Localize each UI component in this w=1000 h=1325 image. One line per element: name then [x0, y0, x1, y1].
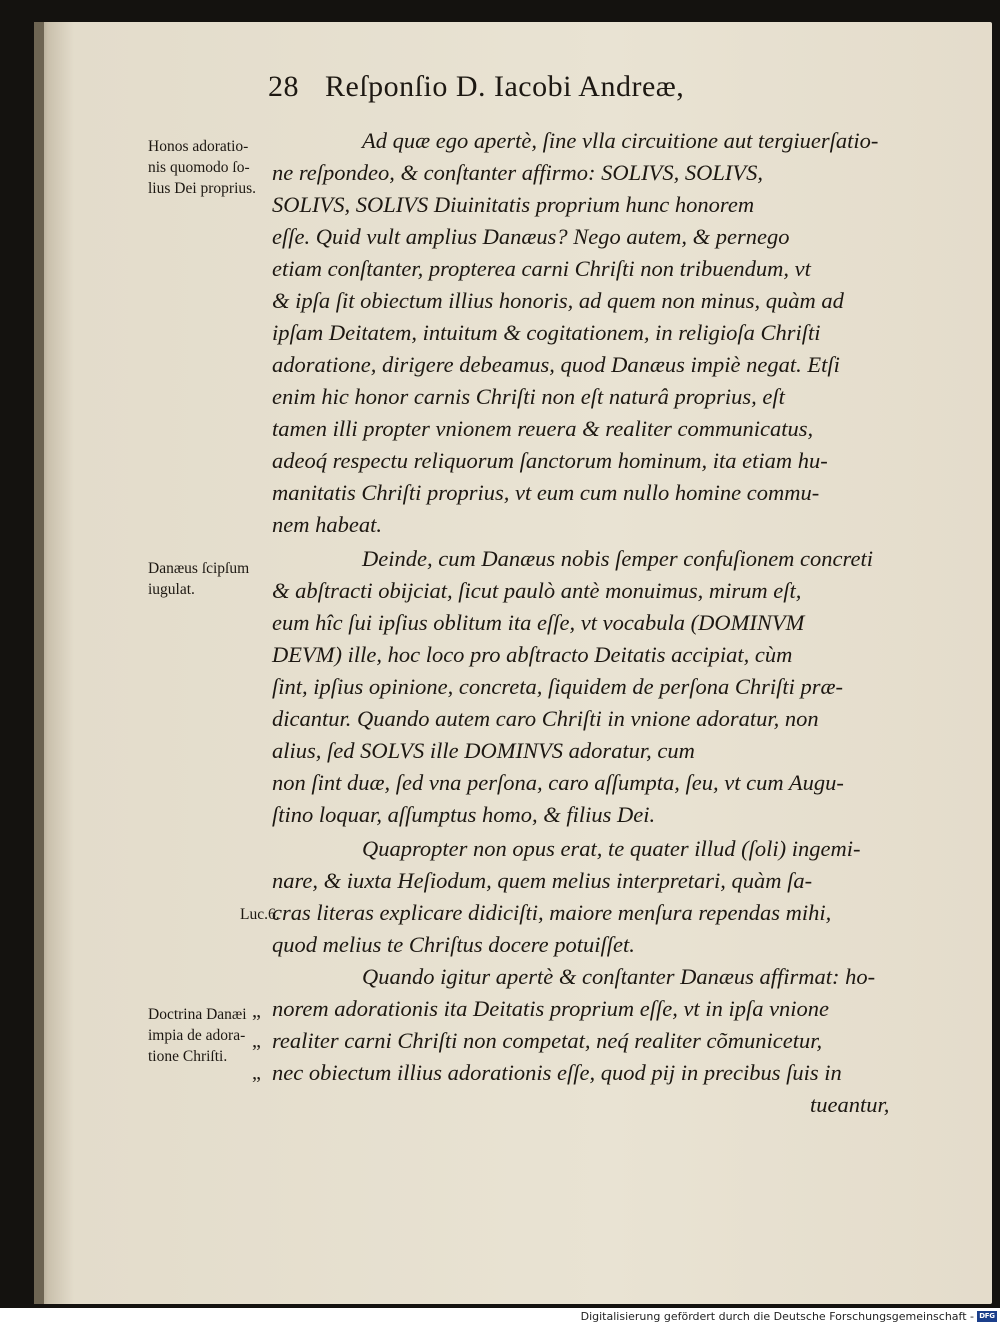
body-line: nec obiectum illius adorationis eſſe, quod pij in precibus ſuis in [272, 1060, 842, 1085]
body-line: realiter carni Chriſti non competat, neq́ realiter cõmunicetur, [272, 1028, 823, 1053]
dfg-logo-icon: DFG [977, 1311, 997, 1322]
page-number: 28 [268, 70, 299, 103]
body-line: eum hîc ſui ipſius oblitum ita eſſe, vt vocabula (DOMINVM [272, 610, 805, 635]
margin-note-line: nis quomodo ſo- [148, 159, 250, 176]
body-line: nare, & iuxta Heſiodum, quem melius interpretari, quàm ſa- [272, 868, 813, 893]
margin-note-honos [148, 136, 256, 199]
body-line: norem adorationis ita Deitatis proprium eſſe, vt in ipſa vnione [272, 996, 830, 1021]
quote-mark: „ [252, 1000, 261, 1022]
footer-credit: Digitalisierung gefördert durch die Deutsche Forschungsgemeinschaft - [580, 1310, 974, 1323]
body-line: etiam conſtanter, propterea carni Chriſti non tribuendum, vt [272, 256, 811, 281]
body-line: ſint, ipſius opinione, concreta, ſiquidem de perſona Chriſti præ- [272, 674, 844, 699]
margin-note-line: lius Dei proprius. [148, 180, 257, 197]
margin-note-line: Doctrina Danæi [148, 1006, 247, 1023]
quote-mark: „ [252, 1030, 261, 1052]
margin-note-danaeus [148, 558, 249, 600]
body-line: non ſint duæ, ſed vna perſona, caro aſſumpta, ſeu, vt cum Augu- [272, 770, 844, 795]
body-line: adeoq́ respectu reliquorum ſanctorum hominum, ita etiam hu- [272, 448, 828, 473]
catchword: tueantur, [810, 1092, 890, 1117]
body-line: ne reſpondeo, & conſtanter affirmo: SOLIVS, SOLIVS, [272, 160, 763, 185]
body-line: dicantur. Quando autem caro Chriſti in vnione adoratur, non [272, 706, 819, 731]
margin-note-line: tione Chriſti. [148, 1048, 228, 1065]
running-head-title: Reſponſio D. Iacobi Andreæ, [325, 70, 685, 103]
body-line: tamen illi propter vnionem reuera & realiter communicatus, [272, 416, 814, 441]
body-line: ipſam Deitatem, intuitum & cogitationem, in religioſa Chriſti [272, 320, 821, 345]
body-line: ſtino loquar, aſſumptus homo, & filius Dei. [272, 802, 656, 827]
body-line: & ipſa ſit obiectum illius honoris, ad quem non minus, quàm ad [272, 288, 844, 313]
body-line: cras literas explicare didiciſti, maiore menſura rependas mihi, [272, 900, 832, 925]
body-line: Ad quæ ego apertè, ſine vlla circuitione aut tergiuerſatio- [362, 128, 879, 153]
body-line: Quando igitur apertè & conſtanter Danæus affirmat: ho- [362, 964, 876, 989]
margin-note-line: iugulat. [148, 581, 195, 598]
footer-bar [0, 1308, 1000, 1325]
margin-note-doctrina [148, 1004, 247, 1067]
body-line: SOLIVS, SOLIVS Diuinitatis proprium hunc honorem [272, 192, 755, 217]
body-line: quod melius te Chriſtus docere potuiſſet. [272, 932, 635, 957]
body-line: manitatis Chriſti proprius, vt eum cum nullo homine commu- [272, 480, 820, 505]
body-line: & abſtracti obijciat, ſicut paulò antè monuimus, mirum eſt, [272, 578, 802, 603]
quote-mark: „ [252, 1062, 261, 1084]
body-line: eſſe. Quid vult amplius Danæus? Nego autem, & pernego [272, 224, 790, 249]
body-line: Quapropter non opus erat, te quater illud (ſoli) ingemi- [362, 836, 861, 861]
margin-note-line: Luc.6. [240, 906, 280, 923]
body-line: enim hic honor carnis Chriſti non eſt naturâ proprius, eſt [272, 384, 785, 409]
margin-note-line: Honos adoratio- [148, 138, 249, 155]
body-line: adoratione, dirigere debeamus, quod Danæus impiè negat. Etſi [272, 352, 840, 377]
body-line: Deinde, cum Danæus nobis ſemper confuſionem concreti [362, 546, 873, 571]
body-line: nem habeat. [272, 512, 382, 537]
body-line: alius, ſed SOLVS ille DOMINVS adoratur, cum [272, 738, 695, 763]
margin-note-line: Danæus ſcipſum [148, 560, 250, 577]
body-line: DEVM) ille, hoc loco pro abſtracto Deitatis accipiat, cùm [272, 642, 793, 667]
running-head [268, 70, 684, 104]
margin-note-line: impia de adora- [148, 1027, 246, 1044]
